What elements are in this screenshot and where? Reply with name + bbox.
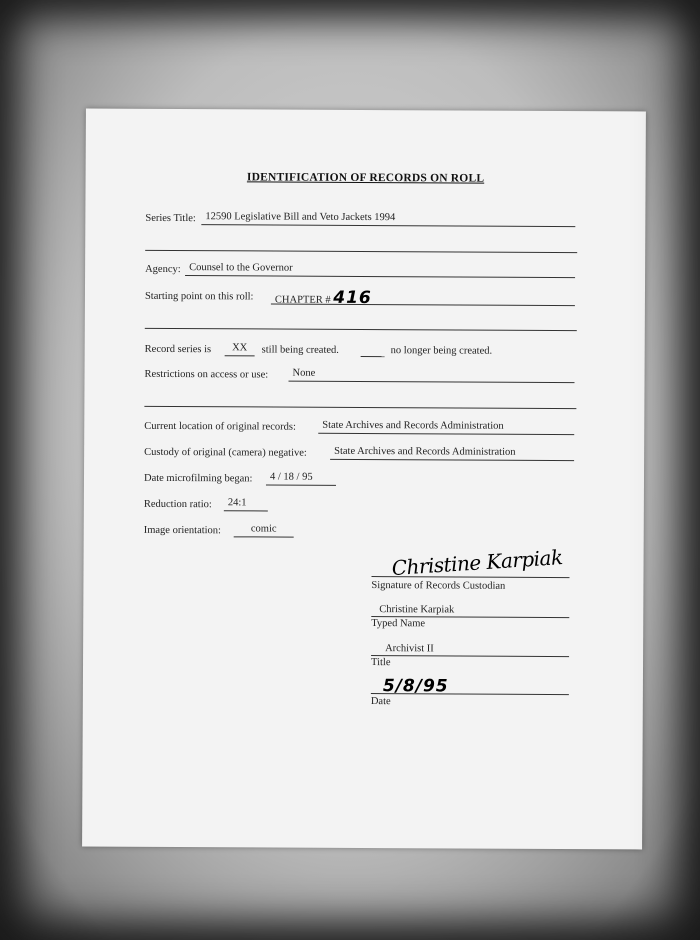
location-field: State Archives and Records Administration [318, 420, 574, 435]
blank-line [145, 237, 577, 253]
typed-name-caption: Typed Name [371, 618, 426, 630]
restrictions-label: Restrictions on access or use: [144, 368, 269, 381]
signature-caption: Signature of Records Custodian [371, 580, 506, 592]
starting-point-field [271, 288, 575, 307]
agency-label: Agency: [145, 263, 181, 276]
starting-point-value: CHAPTER # [274, 294, 331, 306]
still-created-label: still being created. [261, 344, 339, 356]
custody-field: State Archives and Records Administration [330, 446, 574, 461]
blank-line [144, 393, 576, 409]
blank-line [145, 315, 577, 331]
agency-field: Counsel to the Governor [185, 262, 575, 278]
title-caption: Title [371, 657, 391, 669]
form-title: IDENTIFICATION OF RECORDS ON ROLL [246, 171, 485, 185]
starting-point-label: Starting point on this roll: [144, 290, 254, 303]
record-series-mark: XX [225, 342, 255, 356]
typed-name-value: Christine Karpiak [379, 604, 455, 616]
record-series-label: Record series is [144, 343, 212, 356]
date-caption: Date [370, 696, 391, 708]
series-title-label: Series Title: [145, 212, 196, 225]
form-sheet [82, 109, 646, 850]
orientation-label: Image orientation: [143, 524, 222, 537]
series-title-field: 12590 Legislative Bill and Veto Jackets 1994 [201, 211, 575, 227]
title-value: Archivist II [385, 643, 434, 655]
date-began-label: Date microfilming began: [143, 472, 253, 485]
reduction-label: Reduction ratio: [143, 498, 212, 511]
orientation-field: comic [234, 523, 294, 537]
starting-point-handwritten: 416 [333, 287, 372, 309]
signature-date-value: 5/8/95 [382, 676, 449, 697]
custody-label: Custody of original (camera) negative: [144, 446, 307, 459]
no-longer-blank [361, 343, 385, 357]
title-line [371, 655, 569, 657]
custodian-signature: Christine Karpiak [390, 545, 564, 581]
location-label: Current location of original records: [144, 420, 296, 433]
date-began-field: 4 / 18 / 95 [266, 471, 336, 485]
reduction-field: 24:1 [224, 497, 268, 511]
no-longer-label: no longer being created. [390, 345, 493, 357]
restrictions-field: None [289, 368, 575, 383]
